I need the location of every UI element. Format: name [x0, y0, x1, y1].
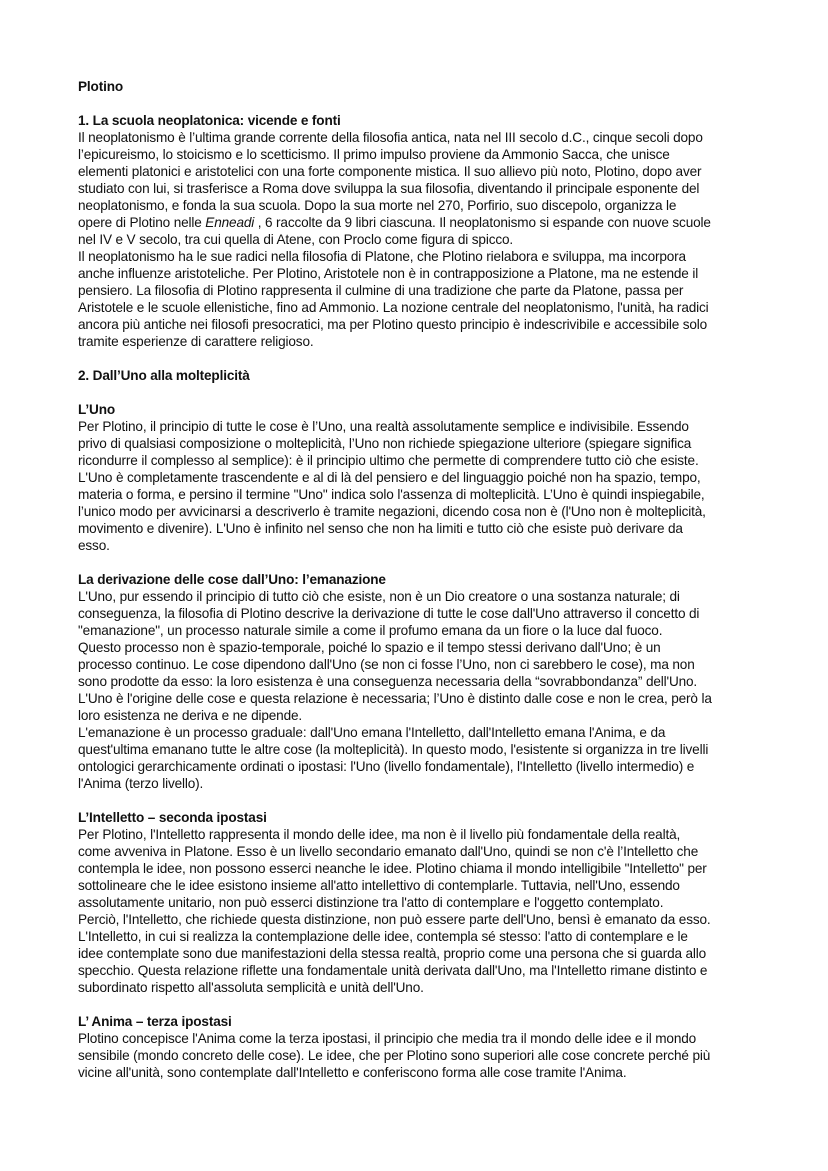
text-line: ontologici gerarchicamente ordinati o ipostasi: l'Uno (livello fondamentale), l'Intelletto (livello intermedio) e: [78, 759, 695, 774]
subsection-emanazione: [78, 571, 778, 792]
section-heading: 1. La scuola neoplatonica: vicende e fonti: [78, 113, 341, 128]
subsection-heading: L’Intelletto – seconda ipostasi: [78, 810, 267, 825]
text-line: neoplatonismo, e fonda la sua scuola. Dopo la sua morte nel 270, Porfirio, suo discepolo, organizza le: [78, 198, 677, 213]
text-line: loro esistenza ne deriva e ne dipende.: [78, 708, 303, 723]
subsection-body: [78, 1030, 778, 1081]
section-heading-dall-uno: 2. Dall’Uno alla molteplicità: [78, 368, 250, 383]
text-line: Per Plotino, il principio di tutte le cose è l’Uno, una realtà assolutamente semplice e indivisibile. Essendo: [78, 419, 689, 434]
text-line: elementi platonici e aristotelici con una forte componente mistica. Il suo allievo più noto, Plotino, dopo aver: [78, 164, 702, 179]
text-line-with-italic: [78, 214, 778, 231]
text-line: anche influenze aristoteliche. Per Plotino, Aristotele non è in contrapposizione a Platone, ma ne estende il: [78, 266, 699, 281]
text-line: tramite esperienze di carattere religioso.: [78, 334, 314, 349]
text-line: materia o forma, e persino il termine "Uno" indica solo l'assenza di molteplicità. L’Uno è quindi inspiegabile,: [78, 487, 705, 502]
text-line: conseguenza, la filosofia di Plotino descrive la derivazione di tutte le cose dall'Uno attraverso il concetto di: [78, 606, 700, 621]
text-line: ancora più antiche nei filosofi presocratici, ma per Plotino questo principio è indescrivibile e accessibile solo: [78, 317, 708, 332]
text-line: idee contemplate sono due manifestazioni della stessa realtà, proprio come una persona che si guarda allo: [78, 946, 707, 961]
book-title-enneadi: Enneadi: [205, 215, 255, 230]
subsection-uno: [78, 401, 778, 554]
subsection-heading: L’ Anima – terza ipostasi: [78, 1014, 232, 1029]
text-line: pensiero. La filosofia di Plotino rappresenta il culmine di una tradizione che parte da Platone, passa per: [78, 283, 684, 298]
text-line: contempla le idee, non possono esserci neanche le idee. Plotino chiama il mondo intelligibile "Intelletto" per: [78, 861, 707, 876]
text-line: Per Plotino, l'Intelletto rappresenta il mondo delle idee, ma non è il livello più fondamentale della realtà,: [78, 827, 681, 842]
text-line: privo di qualsiasi composizione o molteplicità, l’Uno non richiede spiegazione ulteriore (spiegare significa: [78, 436, 692, 451]
text-line: l’epicureismo, lo stoicismo e lo scetticismo. Il primo impulso proviene da Ammonio Sacca, che unisce: [78, 147, 670, 162]
text-line: studiato con lui, si trasferisce a Roma dove sviluppa la sua filosofia, diventando il principale esponente del: [78, 181, 700, 196]
subsection-heading: L’Uno: [78, 402, 116, 417]
text-line: Perciò, l'Intelletto, che richiede questa distinzione, non può essere parte dell'Uno, bensì è emanato da esso.: [78, 912, 711, 927]
section-body: [78, 129, 778, 350]
spacer: [78, 996, 778, 1013]
spacer: [78, 792, 778, 809]
text-line: vicine all'unità, sono contemplate dall'Intelletto e conferiscono forma alle cose tramite l'Anima.: [78, 1065, 627, 1080]
text-line: sono prodotte da esso: la loro esistenza è una conseguenza necessaria della “sovrabbondanza” dell'Uno.: [78, 674, 698, 689]
text-line: processo continuo. Le cose dipendono dall'Uno (se non ci fosse l’Uno, non ci sarebbero le cose), ma non: [78, 657, 695, 672]
text-line: nel IV e V secolo, tra cui quella di Atene, con Proclo come figura di spicco.: [78, 232, 514, 247]
text-line: L'Intelletto, in cui si realizza la contemplazione delle idee, contempla sé stesso: l'atto di contemplare e le: [78, 929, 688, 944]
spacer: [78, 554, 778, 571]
text-span: , 6 raccolte da 9 libri ciascuna. Il neoplatonismo si espande con nuove scuole: [254, 215, 711, 230]
spacer: [78, 384, 778, 401]
section-scuola-neoplatonica: [78, 112, 778, 350]
text-line: esso.: [78, 538, 110, 553]
text-line: sottolineare che le idee esistono insieme all'atto intellettivo di contemplarle. Tuttavia, nell'Uno, essendo: [78, 878, 680, 893]
text-line: L'emanazione è un processo graduale: dall'Uno emana l'Intelletto, dall'Intelletto emana l'Anima, e da: [78, 725, 666, 740]
text-line: Questo processo non è spazio-temporale, poiché lo spazio e il tempo stessi derivano dall'Uno; è un: [78, 640, 661, 655]
text-line: sensibile (mondo concreto delle cose). Le idee, che per Plotino sono superiori alle cose concrete perché più: [78, 1048, 711, 1063]
text-line: "emanazione", un processo naturale simile a come il profumo emana da un fiore o la luce dal fuoco.: [78, 623, 663, 638]
subsection-body: [78, 826, 778, 996]
text-line: Plotino concepisce l'Anima come la terza ipostasi, il principio che media tra il mondo delle idee e il mondo: [78, 1031, 697, 1046]
document-title: Plotino: [78, 79, 124, 94]
subsection-body: [78, 588, 778, 792]
text-line: l'Anima (terzo livello).: [78, 776, 204, 791]
text-line: L'Uno è l'origine delle cose e questa relazione è necessaria; l’Uno è distinto dalle cose e non le crea, però la: [78, 691, 712, 706]
text-line: Il neoplatonismo è l’ultima grande corrente della filosofia antica, nata nel III secolo d.C., cinque secoli dopo: [78, 130, 703, 145]
text-line: come avveniva in Platone. Esso è un livello secondario emanato dall'Uno, quindi se non c'è l’Intelletto che: [78, 844, 699, 859]
subsection-intelletto: [78, 809, 778, 996]
text-line: movimento e divenire). L'Uno è infinito nel senso che non ha limiti e tutto ciò che esiste può derivare da: [78, 521, 683, 536]
text-line: specchio. Questa relazione riflette una fondamentale unità derivata dall'Uno, ma l'Intelletto rimane distinto e: [78, 963, 708, 978]
text-line: Aristotele e le scuole ellenistiche, fino ad Ammonio. La nozione centrale del neoplatonismo, l'unità, ha radici: [78, 300, 709, 315]
document-page: [78, 78, 778, 1081]
spacer: [78, 350, 778, 367]
text-line: assolutamente unitario, non può esserci distinzione tra l'atto di contemplare e l'oggetto contemplato.: [78, 895, 664, 910]
subsection-body: [78, 418, 778, 554]
subsection-heading: La derivazione delle cose dall’Uno: l’emanazione: [78, 572, 386, 587]
text-line: subordinato rispetto all'assoluta semplicità e unità dell'Uno.: [78, 980, 424, 995]
text-line: Il neoplatonismo ha le sue radici nella filosofia di Platone, che Plotino rielabora e sviluppa, ma incorpora: [78, 249, 686, 264]
text-span: opere di Plotino nelle: [78, 215, 206, 230]
text-line: L'Uno è completamente trascendente e al di là del pensiero e del linguaggio poiché non ha spazio, tempo,: [78, 470, 701, 485]
text-line: L'Uno, pur essendo il principio di tutto ciò che esiste, non è un Dio creatore o una sostanza naturale; di: [78, 589, 680, 604]
subsection-anima: [78, 1013, 778, 1081]
text-line: l’unico modo per avvicinarsi a descriverlo è tramite negazioni, dicendo cosa non è (l'Uno non è molteplicità,: [78, 504, 706, 519]
text-line: quest'ultima emanano tutte le altre cose (la molteplicità). In questo modo, l'esistente si organizza in tre livelli: [78, 742, 709, 757]
text-line: ricondurre il complesso al semplice): è il principio ultimo che permette di comprendere tutto ciò che esiste.: [78, 453, 699, 468]
